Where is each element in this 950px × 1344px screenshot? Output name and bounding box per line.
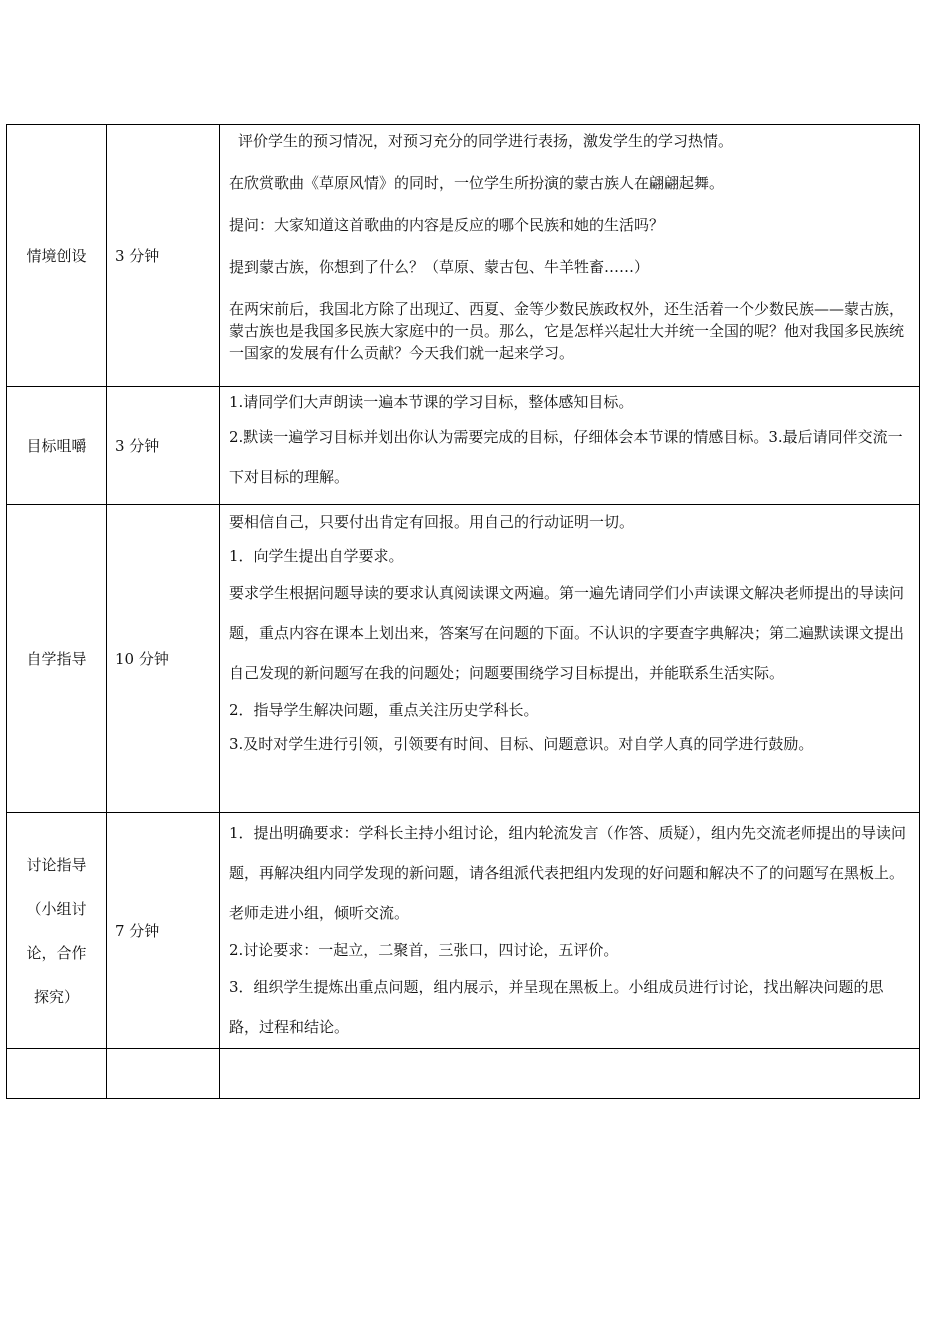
table-row bbox=[7, 1049, 920, 1099]
content-paragraph: 要相信自己，只要付出肯定有回报。用自己的行动证明一切。 bbox=[229, 513, 635, 531]
content-paragraph: 2．指导学生解决问题，重点关注历史学科长。 bbox=[229, 701, 539, 719]
stage-line: 讨论指导 bbox=[26, 855, 87, 874]
content-paragraph: 提问：大家知道这首歌曲的内容是反应的哪个民族和她的生活吗？ bbox=[229, 216, 665, 234]
content-paragraph: 2.讨论要求：一起立，二聚首，三张口，四讨论，五评价。 bbox=[229, 941, 619, 959]
stage-cell: 自学指导 bbox=[7, 505, 107, 813]
content-cell bbox=[220, 1049, 920, 1099]
content-paragraph: 评价学生的预习情况，对预习充分的同学进行表扬，激发学生的学习热情。 bbox=[238, 132, 734, 150]
stage-line: 论，合作 bbox=[26, 943, 87, 962]
stage-line: 探究） bbox=[33, 987, 79, 1006]
content-paragraph: 1．向学生提出自学要求。 bbox=[229, 547, 404, 565]
content-paragraph: 3．组织学生提炼出重点问题，组内展示，并呈现在黑板上。小组成员进行讨论，找出解决问题的思路，过程和结论。 bbox=[229, 978, 884, 1036]
content-cell bbox=[220, 125, 920, 387]
content-paragraph: 3.及时对学生进行引领，引领要有时间、目标、问题意识。对自学人真的同学进行鼓励。 bbox=[229, 735, 814, 753]
stage-cell bbox=[7, 813, 107, 1049]
time-cell: 7 分钟 bbox=[107, 813, 220, 1049]
content-paragraph: 2.默读一遍学习目标并划出你认为需要完成的目标，仔细体会本节课的情感目标。3.最后请同伴交流一下对目标的理解。 bbox=[229, 428, 903, 486]
stage-cell: 情境创设 bbox=[7, 125, 107, 387]
content-paragraph: 要求学生根据问题导读的要求认真阅读课文两遍。第一遍先请同学们小声读课文解决老师提出的导读问题，重点内容在课本上划出来，答案写在问题的下面。不认识的字要查字典解决；第二遍默读课文提出自己发现的新问题写在我的问题处；问题要围绕学习目标提出，并能联系生活实际。 bbox=[229, 584, 905, 682]
time-cell bbox=[107, 1049, 220, 1099]
content-paragraph: 1．提出明确要求：学科长主持小组讨论，组内轮流发言（作答、质疑），组内先交流老师提出的导读问题，再解决组内同学发现的新问题，请各组派代表把组内发现的好问题和解决不了的问题写在黑板上。老师走进小组，倾听交流。 bbox=[229, 824, 907, 922]
time-cell: 3 分钟 bbox=[107, 387, 220, 505]
table-row bbox=[7, 813, 920, 1049]
table-row bbox=[7, 125, 920, 387]
content-cell bbox=[220, 505, 920, 813]
table-row bbox=[7, 387, 920, 505]
content-paragraph: 在欣赏歌曲《草原风情》的同时，一位学生所扮演的蒙古族人在翩翩起舞。 bbox=[229, 174, 725, 192]
content-cell bbox=[220, 813, 920, 1049]
stage-cell bbox=[7, 1049, 107, 1099]
stage-cell: 目标咀嚼 bbox=[7, 387, 107, 505]
time-cell: 10 分钟 bbox=[107, 505, 220, 813]
content-paragraph: 在两宋前后，我国北方除了出现辽、西夏、金等少数民族政权外，还生活着一个少数民族——蒙古族，蒙古族也是我国多民族大家庭中的一员。那么，它是怎样兴起壮大并统一全国的呢？他对我国多民族统一国家的发展有什么贡献？今天我们就一起来学习。 bbox=[229, 300, 905, 362]
content-paragraph: 提到蒙古族，你想到了什么？（草原、蒙古包、牛羊牲畜……） bbox=[229, 258, 650, 276]
stage-line: （小组讨 bbox=[26, 899, 87, 918]
time-cell: 3 分钟 bbox=[107, 125, 220, 387]
table-row bbox=[7, 505, 920, 813]
content-cell bbox=[220, 387, 920, 505]
content-paragraph: 1.请同学们大声朗读一遍本节课的学习目标，整体感知目标。 bbox=[229, 393, 634, 411]
lesson-plan-table bbox=[6, 124, 920, 1099]
